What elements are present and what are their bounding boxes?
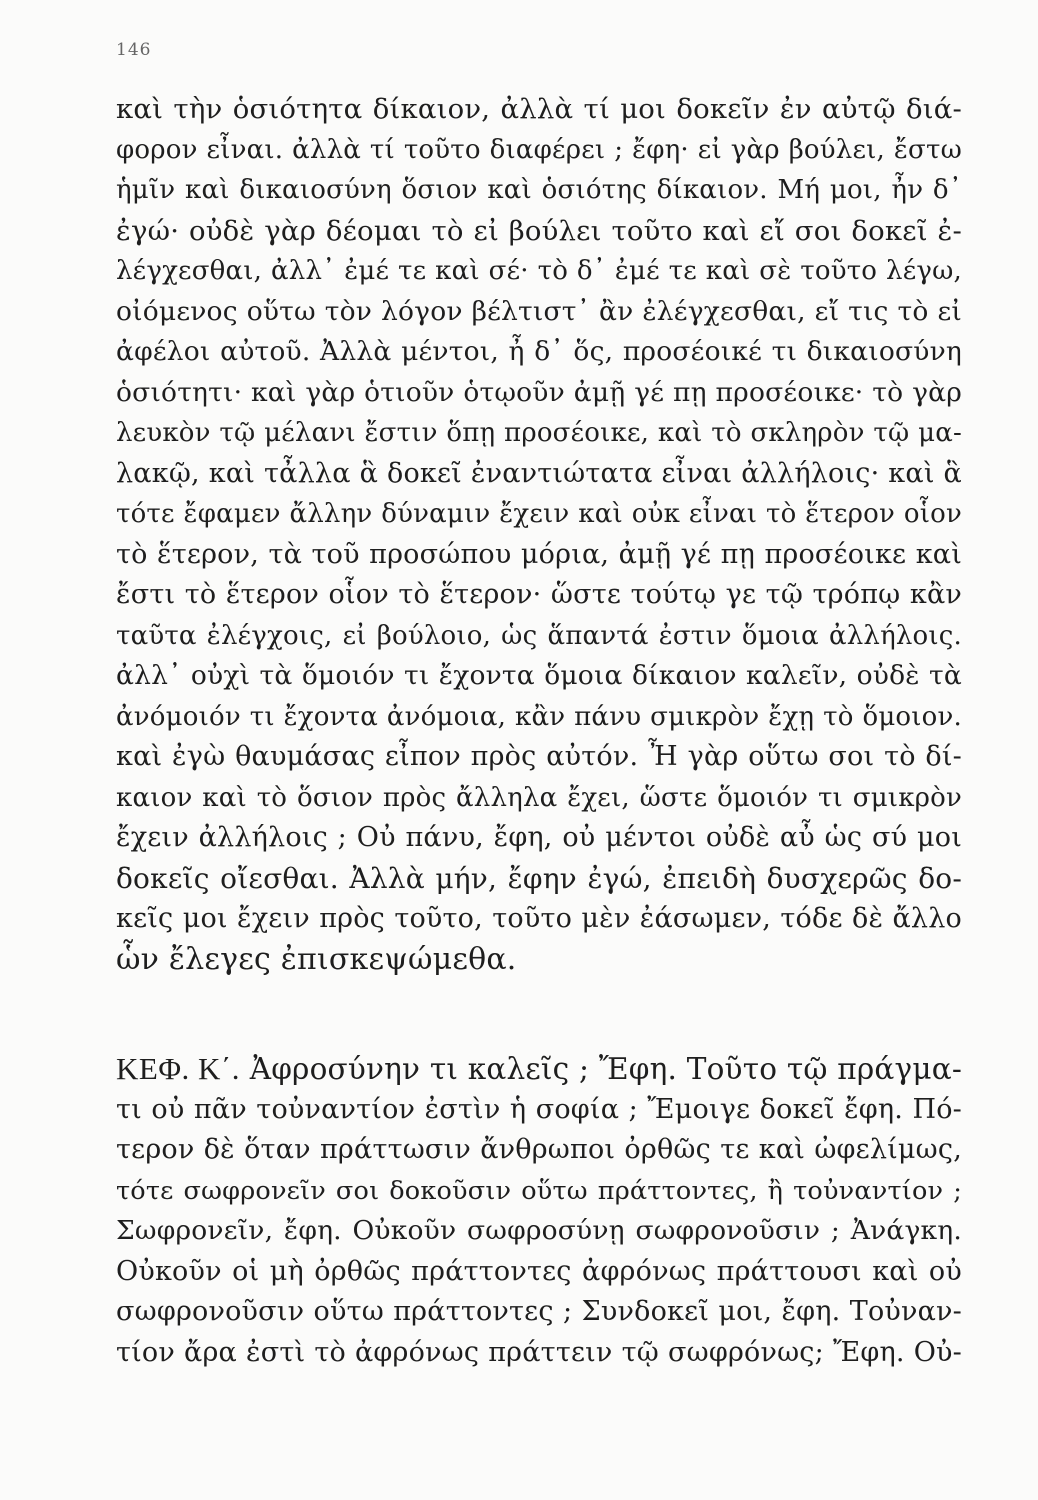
text-line: ἔστι τὸ ἕτερον οἷον τὸ ἕτερον· ὥστε τούτῳ γε τῷ τρόπῳ κἂν bbox=[116, 579, 962, 610]
text-line: δοκεῖς οἴεσθαι. Ἀλλὰ μήν, ἔφην ἐγώ, ἐπειδὴ δυσχερῶς δο- bbox=[116, 861, 962, 895]
chapter-first-line bbox=[116, 1049, 962, 1090]
text-line: ἐγώ· οὐδὲ γὰρ δέομαι τὸ εἰ βούλει τοῦτο καὶ εἴ σοι δοκεῖ ἐ- bbox=[116, 214, 962, 247]
text-line: ἔχειν ἀλλήλοις ; Οὐ πάνυ, ἔφη, οὐ μέντοι οὐδὲ αὖ ὡς σύ μοι bbox=[116, 822, 962, 853]
chapter-first-line-text: Ἀφροσύνην τι καλεῖς ; Ἔφη. Τοῦτο τῷ πράγμα- bbox=[249, 1052, 962, 1086]
text-line: ἀλλ᾽ οὐχὶ τὰ ὅμοιόν τι ἔχοντα ὅμοια δίκαιον καλεῖν, οὐδὲ τὰ bbox=[116, 660, 962, 691]
text-line: λέγχεσθαι, ἀλλ᾽ ἐμέ τε καὶ σέ· τὸ δ᾽ ἐμέ τε καὶ σὲ τοῦτο λέγω, bbox=[116, 256, 962, 286]
passage-1 bbox=[116, 89, 962, 980]
text-line: τὸ ἕτερον, τὰ τοῦ προσώπου μόρια, ἀμῇ γέ πῃ προσέοικε καὶ bbox=[116, 538, 962, 570]
text-line: τι οὐ πᾶν τοὐναντίον ἐστὶν ἡ σοφία ; Ἔμοιγε δοκεῖ ἔφη. Πό- bbox=[116, 1093, 962, 1125]
text-line: σωφρονοῦσιν οὕτω πράττοντες ; Συνδοκεῖ μοι, ἔφη. Τοὐναν- bbox=[116, 1296, 962, 1327]
text-line: τότε ἔφαμεν ἄλλην δύναμιν ἔχειν καὶ οὐκ εἶναι τὸ ἕτερον οἷον bbox=[116, 499, 962, 529]
text-line: φορον εἶναι. ἀλλὰ τί τοῦτο διαφέρει ; ἔφη· εἰ γὰρ βούλει, ἔστω bbox=[116, 134, 962, 165]
text-line: λευκὸν τῷ μέλανι ἔστιν ὅπῃ προσέοικε, καὶ τὸ σκληρὸν τῷ μα- bbox=[116, 418, 962, 448]
chapter-heading: ΚΕΦ. Κ΄. bbox=[116, 1051, 241, 1086]
passage-2 bbox=[116, 1049, 962, 1373]
text-line: καὶ τὴν ὁσιότητα δίκαιον, ἀλλὰ τί μοι δοκεῖν ἐν αὐτῷ διά- bbox=[116, 93, 962, 125]
text-line: καιον καὶ τὸ ὅσιον πρὸς ἄλληλα ἔχει, ὥστε ὅμοιόν τι σμικρὸν bbox=[116, 782, 962, 813]
text-line: ἀφέλοι αὐτοῦ. Ἀλλὰ μέντοι, ἦ δ᾽ ὅς, προσέοικέ τι δικαιοσύνη bbox=[116, 336, 962, 367]
text-line: ταῦτα ἐλέγχοις, εἰ βούλοιο, ὡς ἅπαντά ἐστιν ὅμοια ἀλλήλοις. bbox=[116, 620, 962, 651]
text-line: τότε σωφρονεῖν σοι δοκοῦσιν οὕτω πράττοντες, ἢ τοὐναντίον ; bbox=[116, 1175, 962, 1206]
text-line: ἡμῖν καὶ δικαιοσύνη ὅσιον καὶ ὁσιότης δίκαιον. Μή μοι, ἦν δ᾽ bbox=[116, 175, 962, 205]
text-line: καὶ ἐγὼ θαυμάσας εἶπον πρὸς αὐτόν. Ἦ γὰρ οὕτω σοι τὸ δί- bbox=[116, 741, 962, 772]
text-line: ὁσιότητι· καὶ γὰρ ὁτιοῦν ὁτῳοῦν ἀμῇ γέ πῃ προσέοικε· τὸ γὰρ bbox=[116, 376, 962, 408]
text-line: λακῷ, καὶ τἆλλα ἃ δοκεῖ ἐναντιώτατα εἶναι ἀλλήλοις· καὶ ἃ bbox=[116, 457, 962, 489]
text-line: κεῖς μοι ἔχειν πρὸς τοῦτο, τοῦτο μὲν ἐάσωμεν, τόδε δὲ ἄλλο bbox=[116, 903, 962, 934]
text-line: Σωφρονεῖν, ἔφη. Οὐκοῦν σωφροσύνῃ σωφρονοῦσιν ; Ἀνάγκη. bbox=[116, 1215, 962, 1246]
text-line: οἰόμενος οὕτω τὸν λόγον βέλτιστ᾽ ἂν ἐλέγχεσθαι, εἴ τις τὸ εἰ bbox=[116, 295, 962, 327]
text-line: ὧν ἔλεγες ἐπισκεψώμεθα. bbox=[116, 941, 517, 977]
text-line: Οὐκοῦν οἱ μὴ ὀρθῶς πράττοντες ἀφρόνως πράττουσι καὶ οὐ bbox=[116, 1255, 962, 1287]
text-line: ἀνόμοιόν τι ἔχοντα ἀνόμοια, κἂν πάνυ σμικρὸν ἔχῃ τὸ ὅμοιον. bbox=[116, 701, 962, 732]
page-number: 146 bbox=[116, 40, 152, 60]
text-line: τερον δὲ ὅταν πράττωσιν ἄνθρωποι ὀρθῶς τε καὶ ὠφελίμως, bbox=[116, 1134, 962, 1165]
text-line: τίον ἄρα ἐστὶ τὸ ἀφρόνως πράττειν τῷ σωφρόνως; Ἔφη. Οὐ- bbox=[116, 1336, 962, 1368]
